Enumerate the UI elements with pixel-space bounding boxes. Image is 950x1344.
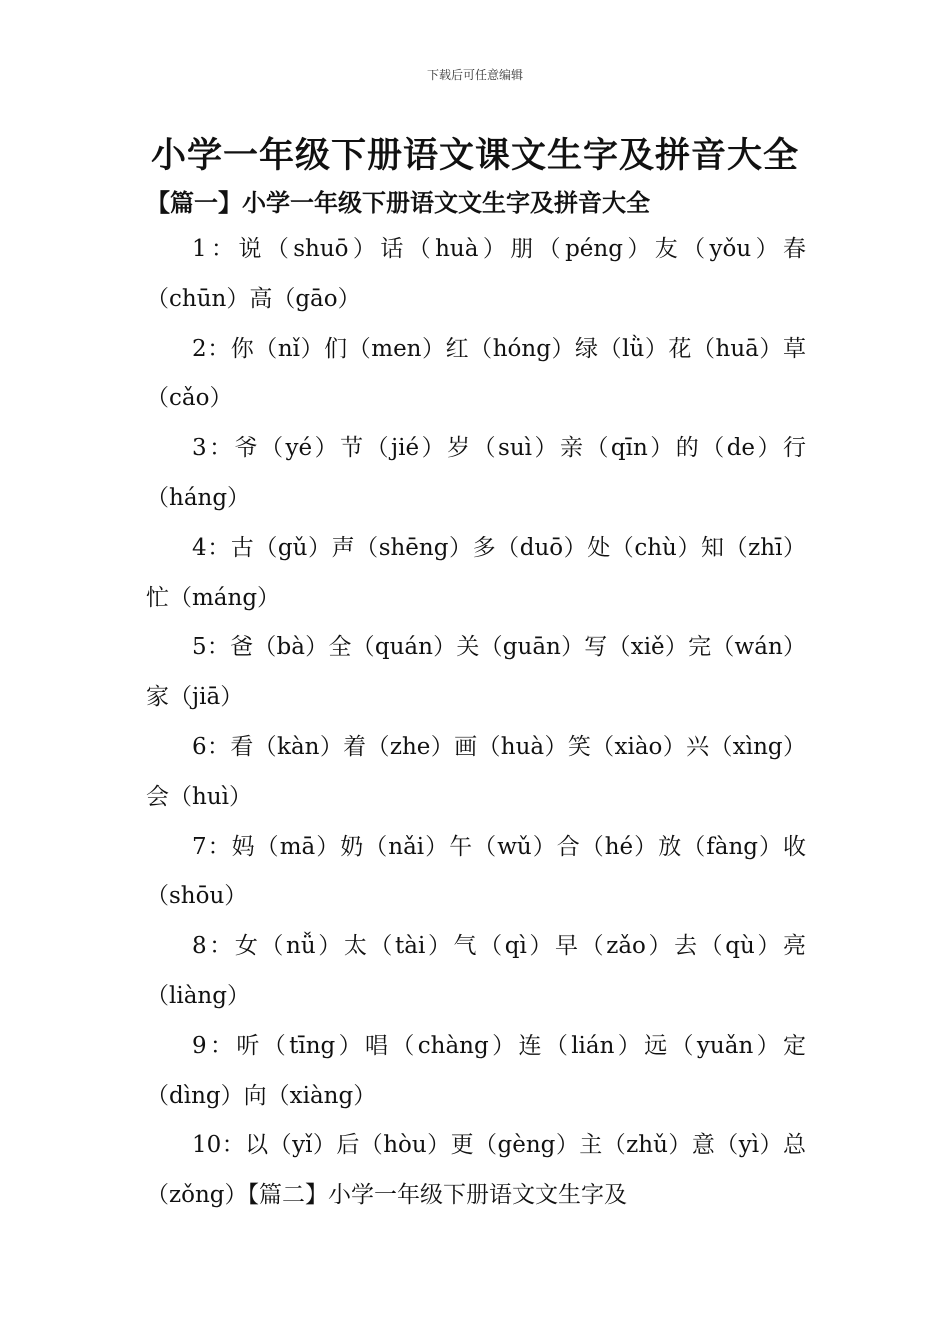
entry-number: 5： [192,634,231,661]
entry-text: 看（kàn）着（zhe）画（huà）笑（xiào）兴（xìng）会（huì） [146,733,806,810]
entry-text: 爸（bà）全（quán）关（guān）写（xiě）完（wán）家（jiā） [146,634,806,711]
entry-number: 3： [192,435,235,462]
entry-text: 听（tīng）唱（chàng）连（lián）远（yuǎn）定（dìng）向（xiàng） [146,1032,806,1109]
document-title: 小学一年级下册语文课文生字及拼音大全 [150,136,799,176]
entry-text: 你（nǐ）们（men）红（hóng）绿（lǜ）花（huā）草（cǎo） [146,335,806,412]
list-item [146,623,806,723]
list-item [146,524,806,624]
entry-text: 爷（yé）节（jié）岁（suì）亲（qīn）的（de）行（háng） [146,435,806,511]
list-item [146,823,806,923]
entry-number: 10： [192,1132,246,1159]
entry-text: 女（nǚ）太（tài）气（qì）早（zǎo）去（qù）亮（liàng） [146,933,806,1009]
list-item [146,325,806,425]
list-item [146,424,806,524]
entry-number: 4： [192,534,231,561]
entry-number: 9： [192,1032,237,1059]
entry-number: 1： [192,236,239,262]
page-header-note: 下载后可任意编辑 [426,68,523,82]
entry-text: 妈（mā）奶（nǎi）午（wǔ）合（hé）放（fàng）收（shōu） [146,833,807,910]
list-item [146,225,806,325]
character-list [146,225,806,1221]
entry-number: 2： [192,335,231,362]
section-heading-part-two: 【篇二】小学一年级下册语文文生字及 [247,1182,628,1209]
entry-number: 7： [192,833,232,860]
entry-number: 8： [192,933,235,960]
section-heading-part-one: 【篇一】小学一年级下册语文文生字及拼音大全 [146,188,650,217]
list-item [146,1121,806,1221]
list-item [146,922,806,1022]
list-item [146,1022,806,1122]
entry-text: 以（yǐ）后（hòu）更（gèng）主（zhǔ）意（yì）总（zǒng） [146,1132,806,1209]
entry-text: 古（gǔ）声（shēng）多（duō）处（chù）知（zhī）忙（máng） [146,534,806,611]
entry-number: 6： [192,733,231,760]
list-item [146,723,806,823]
entry-text: 说（shuō）话（huà）朋（péng）友（yǒu）春（chūn）高（gāo） [146,236,806,312]
